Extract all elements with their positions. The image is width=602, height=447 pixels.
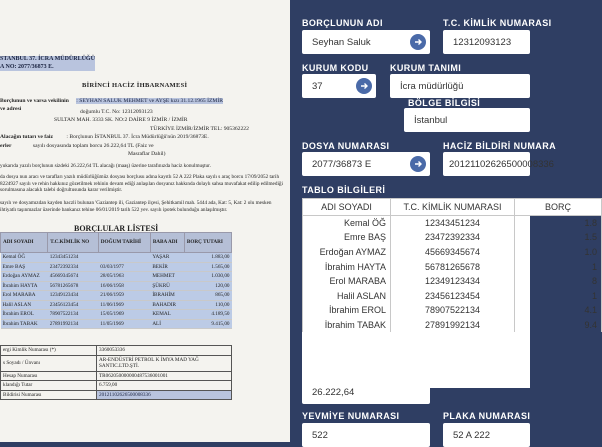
cell-debt: 4.1 (515, 303, 602, 318)
doc-table-cell: 11/05/1969 (98, 319, 150, 329)
doc-table-cell: 27891992134 (48, 319, 99, 329)
doc-th-tc: T.C.KİMLİK NO (48, 233, 99, 253)
tc-label: T.C. KİMLİK NUMARASI (443, 18, 552, 28)
doc-table-cell: KEMAL (150, 310, 184, 320)
doc-table-cell: 1.030,00 (184, 272, 231, 282)
cell-name: İbrahim TABAK (303, 318, 391, 333)
journal-value: 522 (312, 429, 328, 441)
plate-value: 52 A 222 (453, 429, 490, 441)
doc-debt-text: sayılı dosyasında toplam borcu 26.222,64 TL (Faiz ve (32, 143, 154, 149)
notice-no-field[interactable] (443, 152, 554, 176)
cell-debt: 9.4 (515, 318, 602, 333)
tc-field[interactable] (443, 30, 530, 54)
doc-table-cell: BEKİR (150, 262, 184, 272)
cell-name: İbrahim HAYTA (303, 259, 391, 274)
doc-table-cell: 23472392334 (48, 262, 99, 272)
doc-table-cell: 12349123434 (48, 291, 99, 301)
doc-bank-cell: 3360053336 (97, 346, 232, 356)
doc-address-label-text: ve adresi (0, 106, 22, 112)
doc-table-cell: 15/05/1969 (98, 310, 150, 320)
table-label: TABLO BİLGİLERİ (302, 185, 386, 195)
inst-code-label: KURUM KODU (302, 63, 369, 73)
doc-table-cell: 9.415,00 (184, 319, 231, 329)
doc-table-cell: 1.565,00 (184, 262, 231, 272)
journal-field[interactable] (302, 423, 430, 447)
doc-table-cell: 4.189,50 (184, 310, 231, 320)
inst-def-label: KURUM TANIMI (390, 63, 462, 73)
debtors-table[interactable] (302, 198, 597, 388)
debt-amount-field[interactable] (302, 380, 430, 404)
cell-debt: 1.5 (515, 230, 602, 245)
doc-th-debt: BORÇ TUTARI (184, 233, 231, 253)
doc-table-cell: MEHMET (150, 272, 184, 282)
notice-no-value: 20121102626500008336 (449, 158, 554, 170)
doc-address-line2: TÜRKİYE İZMİR/İZMİR TEL: 905362222 (150, 126, 249, 132)
doc-bank-cell: 6.759,00 (97, 381, 232, 391)
th-debt: BORÇ (515, 199, 602, 216)
doc-table-cell: 78907522134 (48, 310, 99, 320)
doc-table-cell: Erdoğan AYMAZ (1, 272, 48, 282)
doc-table-cell: 120,00 (184, 281, 231, 291)
file-no-field[interactable] (302, 152, 430, 176)
doc-table-cell: 16/06/1958 (98, 281, 150, 291)
doc-table-cell: İbrahim HAYTA (1, 281, 48, 291)
doc-bank-row (1, 381, 232, 391)
cell-name: Erol MARABA (303, 274, 391, 289)
doc-bank-cell: Hesap Numarası (1, 371, 97, 381)
doc-th-father: BABA ADI (150, 233, 184, 253)
doc-debt-text2: Masraflar Dahil) (128, 151, 166, 157)
cell-name: Halil ASLAN (303, 288, 391, 303)
cell-tc: 56781265678 (391, 259, 515, 274)
cell-tc: 12343451234 (391, 216, 515, 231)
doc-table-cell: 865,00 (184, 291, 231, 301)
doc-table-row (1, 319, 232, 329)
doc-claim-label: Alacağın tutarı ve faiz (0, 134, 53, 140)
arrow-right-circle-icon[interactable] (410, 156, 426, 172)
cell-debt: 8 (515, 274, 602, 289)
debtor-name-value: Seyhan Saluk (312, 36, 371, 48)
cell-name: Kemal ÖĞ (303, 216, 391, 231)
doc-table-cell (98, 253, 150, 263)
debt-amount-value: 26.222,64 (312, 386, 355, 398)
doc-paragraph-2: da dosya nun aracı ve tarafları yazılı müdürlüğümüz dosyası borçlusu adına kayıtlı 52 A 222 Plaka sayılı s araç borcu 17/09/2052 tarih 8224927 sayılı ve rehin hakkınız gözetilmek rehinin devam ediği anlaşılan dosyanız hakkında dolaylı sahsa muvafakat edilip edilmediği sorulmasına alacaklı talebi doğrultusunda karar verilmiştir. (0, 174, 283, 193)
cell-debt: 1 (515, 259, 602, 274)
debtor-name-field[interactable] (302, 30, 430, 54)
doc-th-name: ADI SOYADI (1, 233, 48, 253)
notice-no-label: HACİZ BİLDİRİ NUMARA (443, 141, 556, 151)
cell-tc: 45669345674 (391, 245, 515, 260)
inst-def-field[interactable] (390, 74, 530, 98)
doc-table-cell: 45669345674 (48, 272, 99, 282)
inst-def-value: İcra müdürlüğü (400, 80, 464, 92)
doc-table-cell: 12343451234 (48, 253, 99, 263)
region-value: İstanbul (414, 114, 448, 126)
cell-tc: 23472392334 (391, 230, 515, 245)
table-row[interactable] (303, 288, 602, 303)
cell-debt: 1.8 (515, 216, 602, 231)
table-row[interactable] (303, 318, 602, 333)
table-row[interactable] (303, 216, 602, 231)
th-name: ADI SOYADI (303, 199, 391, 216)
doc-table-cell: 21/06/1959 (98, 291, 150, 301)
doc-bank-cell: 20121102626500008336 (97, 390, 232, 400)
plate-field[interactable] (443, 423, 530, 447)
doc-table-cell: 23456123454 (48, 300, 99, 310)
doc-bank-row (1, 390, 232, 400)
doc-table-cell: Erol MARABA (1, 291, 48, 301)
doc-bank-row (1, 346, 232, 356)
th-tc: T.C. KİMLİK NUMARASI (391, 199, 515, 216)
cell-tc: 78907522134 (391, 303, 515, 318)
doc-table-row (1, 310, 232, 320)
doc-table-row (1, 291, 232, 301)
doc-header (0, 56, 95, 71)
cell-debt: 1.0 (515, 245, 602, 260)
doc-table-cell: 03/03/1977 (98, 262, 150, 272)
doc-debtor-label: Borçlunun ve varsa vekilinin (0, 98, 69, 104)
file-no-label: DOSYA NUMARASI (302, 141, 390, 151)
region-label: BÖLGE BİLGİSİ (408, 98, 481, 108)
doc-debt-label: erler (0, 143, 12, 149)
doc-paragraph-1: yukarıda yazılı borçlunun sizdeki 26.222,64 TL alacağı (maaş) üzerine tarafınızda haciz konulmuştur. (0, 163, 211, 169)
doc-bank-table (0, 345, 232, 400)
doc-claim-row (0, 134, 209, 141)
doc-table-row (1, 262, 232, 272)
tc-value: 12312093123 (453, 36, 512, 48)
table-row[interactable] (303, 259, 602, 274)
arrow-right-circle-icon[interactable] (410, 34, 426, 50)
doc-table-cell: Emre BAŞ (1, 262, 48, 272)
debt-amount-label-top: BORÇ MİKTARI (302, 369, 373, 379)
table-row[interactable] (303, 274, 602, 289)
doc-table-cell: İBRAHİM (150, 291, 184, 301)
table-row[interactable] (303, 245, 602, 260)
plate-label: PLAKA NUMARASI (443, 411, 531, 421)
doc-debtor-name: : SEYHAN SALUK MEHMET ve AYŞE kızı 31.12.1965 İZMİR (76, 98, 223, 104)
doc-table-row (1, 300, 232, 310)
table-row[interactable] (303, 230, 602, 245)
doc-bank-cell: klandığı Tutar (1, 381, 97, 391)
cell-tc: 12349123434 (391, 274, 515, 289)
doc-table-cell: 1.883,00 (184, 253, 231, 263)
doc-bank-row (1, 371, 232, 381)
cell-name: Emre BAŞ (303, 230, 391, 245)
doc-debt-row (0, 143, 154, 150)
doc-table-cell: ŞÜKRÜ (150, 281, 184, 291)
doc-bank-cell: ergi Kimlik Numarası (*) (1, 346, 97, 356)
doc-table-row (1, 272, 232, 282)
doc-table-cell: BAHADIR (150, 300, 184, 310)
cell-debt: 1 (515, 288, 602, 303)
doc-bank-cell: s Soyadı / Ünvanı (1, 355, 97, 371)
doc-table-cell: Kemal ÖĞ (1, 253, 48, 263)
doc-table-cell: ALİ (150, 319, 184, 329)
doc-claim-text: : Borçlunun İSTANBUL 37. İcra Müdürlüğü'nün 2019/36873E. (66, 134, 209, 140)
doc-table-cell: 28/05/1963 (98, 272, 150, 282)
doc-court-name: STANBUL 37. İCRA MÜDÜRLÜĞÜ (0, 56, 95, 62)
doc-bank-row (1, 355, 232, 371)
doc-address-line: SULTAN MAH. 3333 SK. NO:2 DAİRE 9 İZMİR / İZMİR (54, 117, 188, 123)
table-row[interactable] (303, 303, 602, 318)
doc-address-label (0, 106, 21, 113)
doc-bank-cell: AR-ENDÜSTRİ PETROL K İMYA MAD YAĞ SANTIC.LTD.ŞTİ. (97, 355, 232, 371)
doc-table-cell: Halil ASLAN (1, 300, 48, 310)
doc-title: BİRİNCİ HACİZ İHBARNAMESİ (82, 82, 188, 89)
cell-tc: 27891992134 (391, 318, 515, 333)
document-preview (0, 0, 290, 442)
doc-table-cell: 110,00 (184, 300, 231, 310)
doc-debtor-tc: doğumlu T.C. No: 12312093123 (80, 109, 153, 115)
doc-table-cell: 11/06/1969 (98, 300, 150, 310)
arrow-right-circle-icon[interactable] (356, 78, 372, 94)
cell-name: Erdoğan AYMAZ (303, 245, 391, 260)
doc-table-cell: YAŞAR (150, 253, 184, 263)
doc-table-cell: İbrahim EROL (1, 310, 48, 320)
cell-tc: 23456123454 (391, 288, 515, 303)
cell-name: İbrahim EROL (303, 303, 391, 318)
doc-bank-cell: Bildirisi Numarası (1, 390, 97, 400)
doc-table-row (1, 253, 232, 263)
doc-table-row (1, 281, 232, 291)
doc-bank-cell: TR062050000000487536001001 (97, 371, 232, 381)
inst-code-field[interactable] (302, 74, 376, 98)
doc-file-number: A NO: 2077/36873 E. (0, 64, 95, 72)
doc-table-cell: 56781265678 (48, 281, 99, 291)
region-field[interactable] (404, 108, 530, 132)
doc-debtor-table (0, 232, 232, 329)
doc-table-title: BORÇLULAR LİSTESİ (74, 224, 159, 233)
doc-paragraph-3: sayılı ve dosyamızdan kayden haczli bulunan 'Gaziantep ili, Gaziantep ilçesi, Şehitkamil mah. 5444 ada, Kat: 5, Kat: 2 olu mesken ihtiyatlı taşınmazlar üzerinde bankanız tehine 06/01/2019 tarih 522 yev. sayılı ipotek bulunduğu anlaşılmıştır. (0, 200, 272, 213)
doc-th-birth: DOĞUM TARİHİ (98, 233, 150, 253)
doc-debtor-row (0, 98, 223, 105)
doc-table-cell: İbrahim TABAK (1, 319, 48, 329)
file-no-value: 2077/36873 E (312, 158, 372, 170)
inst-code-value: 37 (312, 80, 323, 92)
debtor-name-label: BORÇLUNUN ADI (302, 18, 383, 28)
journal-label: YEVMİYE NUMARASI (302, 411, 400, 421)
